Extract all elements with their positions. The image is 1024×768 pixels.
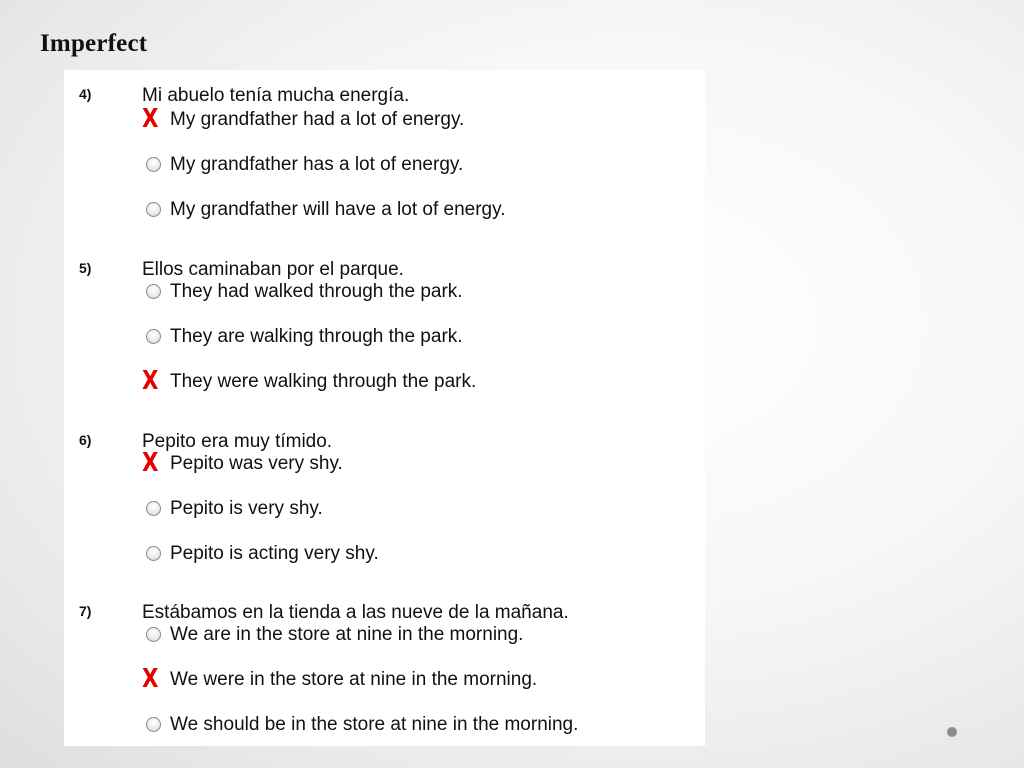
answer-label: My grandfather will have a lot of energy.: [170, 199, 506, 220]
radio-button[interactable]: [146, 284, 161, 299]
x-mark-icon: X: [142, 366, 159, 396]
answer-label: My grandfather has a lot of energy.: [170, 154, 464, 175]
answer-label: They are walking through the park.: [170, 326, 463, 347]
x-mark-icon: X: [142, 104, 159, 134]
quiz-sheet: [64, 70, 705, 746]
radio-button[interactable]: [146, 329, 161, 344]
x-mark-icon: X: [142, 664, 159, 694]
answer-label: We were in the store at nine in the morning.: [170, 669, 538, 690]
radio-button[interactable]: [146, 157, 161, 172]
question-number: 4): [79, 86, 92, 102]
radio-button[interactable]: [146, 627, 161, 642]
slide-indicator-dot[interactable]: [947, 727, 957, 737]
question-text: Mi abuelo tenía mucha energía.: [142, 85, 410, 106]
question-text: Estábamos en la tienda a las nueve de la mañana.: [142, 602, 569, 623]
x-mark-icon: X: [142, 448, 159, 478]
answer-label: We are in the store at nine in the morning.: [170, 624, 524, 645]
slide-title: Imperfect: [40, 30, 148, 57]
question-number: 5): [79, 260, 92, 276]
answer-label: They had walked through the park.: [170, 281, 463, 302]
answer-label: Pepito is acting very shy.: [170, 543, 379, 564]
question-number: 6): [79, 432, 92, 448]
question-text: Pepito era muy tímido.: [142, 431, 333, 452]
radio-button[interactable]: [146, 202, 161, 217]
radio-button[interactable]: [146, 717, 161, 732]
answer-label: Pepito is very shy.: [170, 498, 323, 519]
radio-button[interactable]: [146, 546, 161, 561]
answer-label: We should be in the store at nine in the morning.: [170, 714, 579, 735]
answer-label: My grandfather had a lot of energy.: [170, 109, 465, 130]
question-number: 7): [79, 603, 92, 619]
answer-label: They were walking through the park.: [170, 371, 477, 392]
answer-label: Pepito was very shy.: [170, 453, 343, 474]
question-text: Ellos caminaban por el parque.: [142, 259, 404, 280]
radio-button[interactable]: [146, 501, 161, 516]
